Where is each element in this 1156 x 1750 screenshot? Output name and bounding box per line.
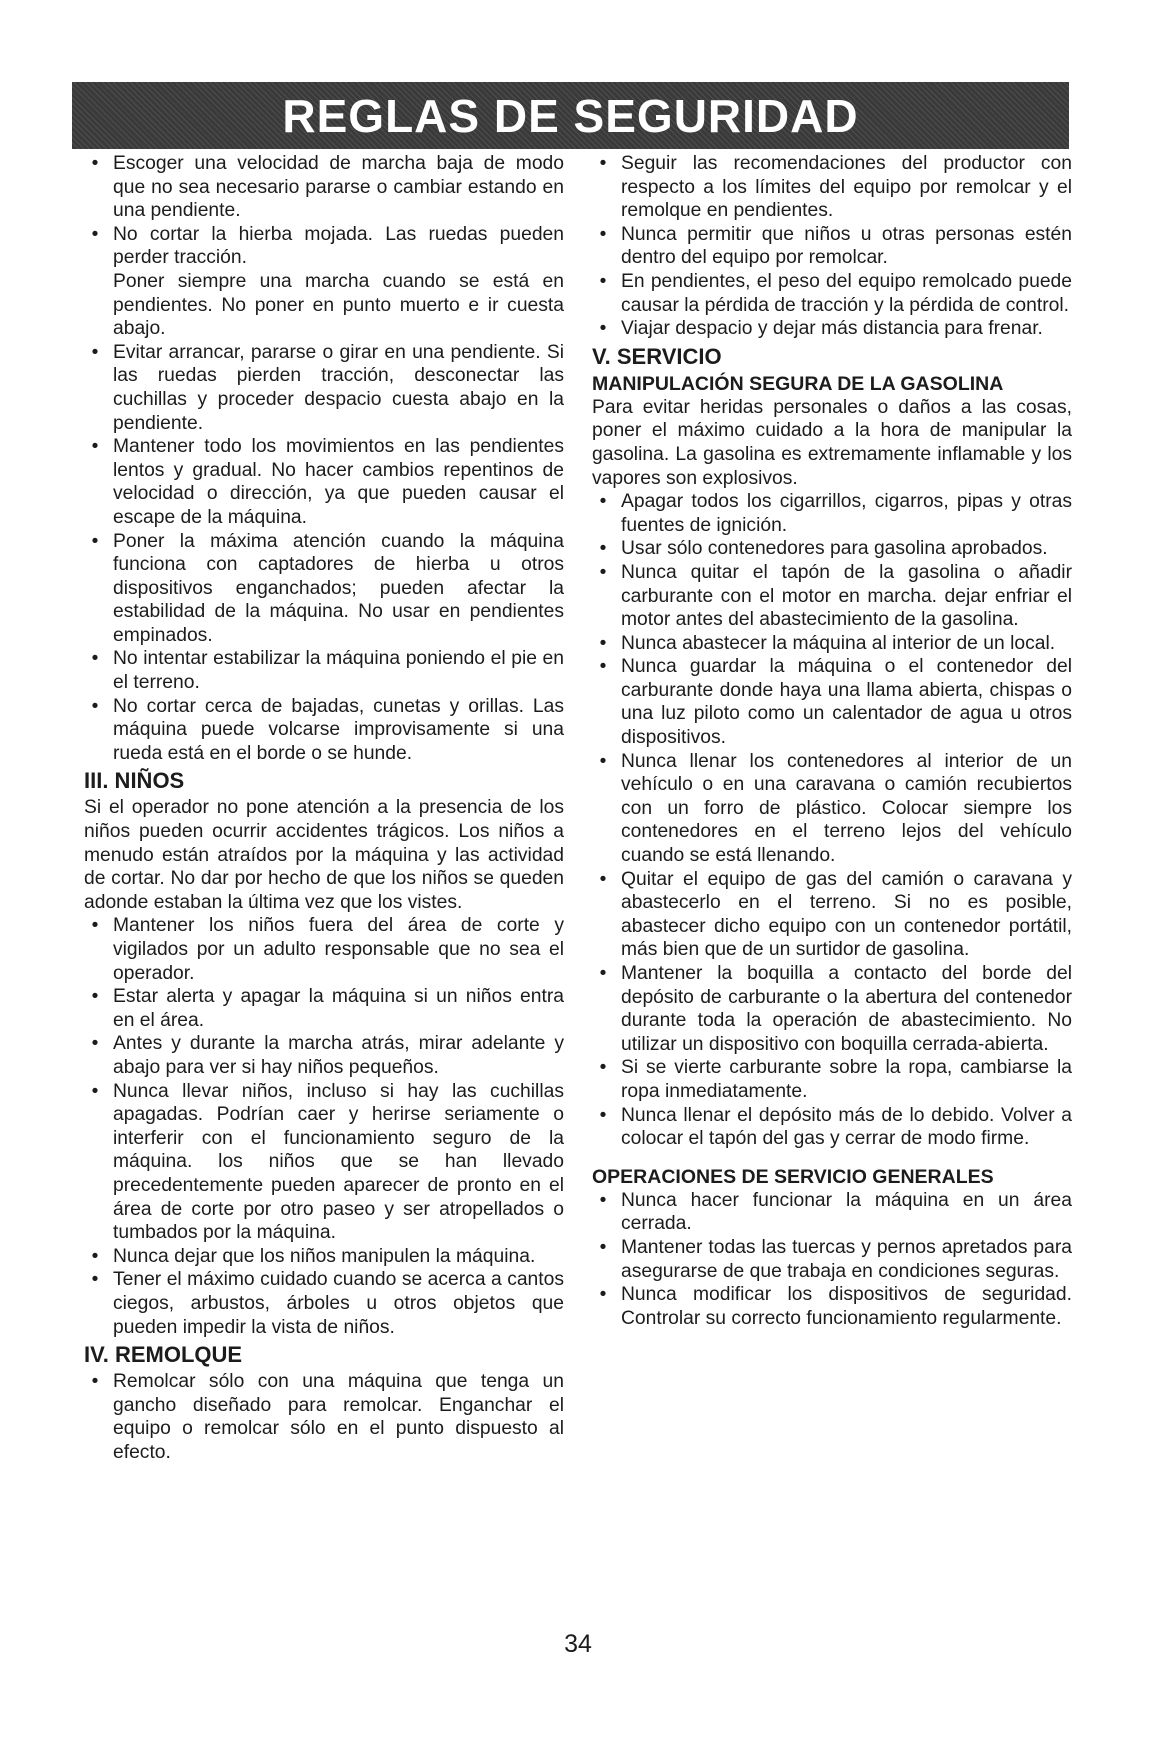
bullet-icon: •	[599, 491, 607, 513]
section-heading-remolque: IV. REMOLQUE	[84, 1342, 243, 1368]
bullet-icon: •	[599, 656, 607, 678]
list-item: • Nunca llenar el depósito más de lo debido. Volver a colocar el tapón del gas y cerrar de modo firme.	[599, 1104, 1072, 1150]
list-item-continuation: Poner siempre una marcha cuando se está en pendientes. No poner en punto muerto e ir cuesta abajo.	[113, 270, 564, 340]
list-item: • No cortar cerca de bajadas, cunetas y orillas. Las máquina puede volcarse improvisamente si una rueda está en el borde o se hunde.	[91, 695, 564, 764]
bullet-icon: •	[599, 223, 607, 245]
list-item: • Nunca llevar niños, incluso si hay las cuchillas apagadas. Podrían caer y herirse seriamente o interferir con el funcionamiento seguro de la máquina. los niños que se han llevado precedentemente pueden aparecer de pronto en el área de corte por otro paseo y ser atropellados o tumbados por la máquina.	[91, 1080, 564, 1244]
list-item: • Poner la máxima atención cuando la máquina funciona con captadores de hierba u otros dispositivos enganchados; pueden afectar la estabilidad de la máquina. No usar en pendientes empinados.	[91, 530, 564, 646]
list-item: • Mantener los niños fuera del área de corte y vigilados por un adulto responsable que no sea el operador.	[91, 915, 564, 984]
section-banner	[72, 82, 1069, 149]
ninos-intro-paragraph: Si el operador no pone atención a la presencia de los niños pueden ocurrir accidentes trágicos. Los niños a menudo están atraídos por la máquina y las actividad de cortar. No dar por hecho de que los niños se queden adonde estaban la última vez que los vistes.	[84, 797, 564, 913]
bullet-icon: •	[599, 318, 607, 340]
list-item: • Nunca quitar el tapón de la gasolina o añadir carburante con el motor en marcha. dejar enfriar el motor antes del abastecimiento de la gasolina.	[599, 561, 1072, 631]
list-item: • Nunca dejar que los niños manipulen la máquina.	[91, 1245, 536, 1267]
bullet-icon: •	[599, 1189, 607, 1211]
bullet-icon: •	[91, 223, 99, 245]
bullet-icon: •	[599, 153, 607, 174]
bullet-icon: •	[91, 530, 99, 552]
list-item: • Nunca hacer funcionar la máquina en un área cerrada.	[599, 1189, 1072, 1235]
bullet-icon: •	[91, 436, 99, 458]
bullet-icon: •	[599, 632, 607, 654]
list-item: • Nunca permitir que niños u otras personas estén dentro del equipo por remolcar.	[599, 223, 1072, 269]
bullet-icon: •	[599, 1104, 607, 1126]
gasolina-intro-paragraph: Para evitar heridas personales o daños a las cosas, poner el máximo cuidado a la hora de manipular la gasolina. La gasolina es extremamente inflamable y los vapores son explosivos.	[592, 396, 1072, 489]
bullet-icon: •	[91, 341, 99, 363]
right-column	[592, 152, 1072, 1330]
banner-title: REGLAS DE SEGURIDAD	[282, 89, 859, 142]
subheading-gasolina: MANIPULACIÓN SEGURA DE LA GASOLINA	[592, 372, 1004, 395]
list-item: • Si se vierte carburante sobre la ropa, cambiarse la ropa inmediatamente.	[599, 1057, 1072, 1102]
bullet-icon: •	[91, 1033, 99, 1055]
list-item: • Nunca modificar los dispositivos de seguridad. Controlar su correcto funcionamiento regularmente.	[599, 1284, 1072, 1329]
bullet-icon: •	[599, 963, 607, 984]
bullet-icon: •	[91, 915, 99, 937]
list-item: • Quitar el equipo de gas del camión o caravana y abastecerlo en el terreno. Si no es posible, abastecer dicho equipo con un contenedor portátil, más bien que de un surtidor de gasolina.	[599, 868, 1072, 961]
list-item: • No intentar estabilizar la máquina poniendo el pie en el terreno.	[91, 648, 564, 694]
list-item: • Tener el máximo cuidado cuando se acerca a cantos ciegos, arbustos, árboles u otros objetos que pueden impedir la vista de niños.	[91, 1269, 564, 1338]
bullet-icon: •	[599, 1236, 607, 1258]
list-item: • No cortar la hierba mojada. Las ruedas pueden perder tracción. Poner siempre una marcha cuando se está en pendientes. No poner en punto muerto e ir cuesta abajo.	[91, 223, 564, 340]
list-item: • Nunca llenar los contenedores al interior de un vehículo o en una caravana o camión recubiertos con un forro de plástico. Colocar siempre los contenedores en el terreno lejos del vehículo cuando se está llenando.	[599, 750, 1072, 867]
bullet-icon: •	[91, 695, 99, 717]
list-item: • Remolcar sólo con una máquina que tenga un gancho diseñado para remolcar. Enganchar el equipo o remolcar sólo en el punto dispuesto al efecto.	[91, 1371, 564, 1463]
bullet-icon: •	[599, 1057, 607, 1079]
list-item: • Mantener todo los movimientos en las pendientes lentos y gradual. No hacer cambios repentinos de velocidad o dirección, ya que pueden causar el escape de la máquina.	[91, 436, 564, 528]
bullet-icon: •	[91, 986, 99, 1008]
bullet-icon: •	[91, 1080, 99, 1102]
bullet-icon: •	[599, 868, 607, 890]
list-item: • Mantener todas las tuercas y pernos apretados para asegurarse de que trabaja en condiciones seguras.	[599, 1236, 1072, 1282]
bullet-icon: •	[599, 561, 607, 583]
list-item: • Usar sólo contenedores para gasolina aprobados.	[599, 538, 1048, 560]
list-item: • Estar alerta y apagar la máquina si un niños entra en el área.	[91, 986, 564, 1031]
list-item: • Mantener la boquilla a contacto del borde del depósito de carburante o la abertura del contenedor durante toda la operación de abastecimiento. No utilizar un dispositivo con boquilla cerrada-abierta.	[599, 963, 1072, 1055]
bullet-icon: •	[599, 1284, 607, 1306]
left-column	[84, 152, 564, 1464]
bullet-icon: •	[599, 270, 607, 292]
bullet-icon: •	[91, 1371, 99, 1393]
page-number: 34	[564, 1630, 592, 1658]
bullet-icon: •	[599, 538, 607, 560]
list-item: • Apagar todos los cigarrillos, cigarros, pipas y otras fuentes de ignición.	[599, 491, 1072, 536]
list-item: • Escoger una velocidad de marcha baja de modo que no sea necesario pararse o cambiar estando en una pendiente.	[91, 153, 564, 222]
list-item: • Viajar despacio y dejar más distancia para frenar.	[599, 318, 1043, 340]
bullet-icon: •	[91, 648, 99, 670]
section-heading-ninos: III. NIÑOS	[84, 768, 185, 794]
list-item: • Nunca guardar la máquina o el contenedor del carburante donde haya una llama abierta, chispas o una luz piloto como un calentador de agua u otros dispositivos.	[599, 656, 1072, 749]
list-item: • Nunca abastecer la máquina al interior de un local.	[599, 632, 1056, 654]
subheading-generales: OPERACIONES DE SERVICIO GENERALES	[592, 1165, 994, 1188]
list-item: • Evitar arrancar, pararse o girar en una pendiente. Si las ruedas pierden tracción, desconectar las cuchillas y proceder despacio cuesta abajo en la pendiente.	[91, 341, 564, 434]
bullet-icon: •	[91, 153, 99, 174]
bullet-icon: •	[91, 1269, 99, 1291]
list-item: • Antes y durante la marcha atrás, mirar adelante y abajo para ver si hay niños pequeños.	[91, 1033, 564, 1078]
list-item: • Seguir las recomendaciones del productor con respecto a los límites del equipo por remolcar y el remolque en pendientes.	[599, 153, 1072, 222]
bullet-icon: •	[91, 1245, 99, 1267]
bullet-icon: •	[599, 750, 607, 772]
list-item: • En pendientes, el peso del equipo remolcado puede causar la pérdida de tracción y la pérdida de control.	[599, 270, 1072, 316]
section-heading-servicio: V. SERVICIO	[592, 343, 722, 369]
